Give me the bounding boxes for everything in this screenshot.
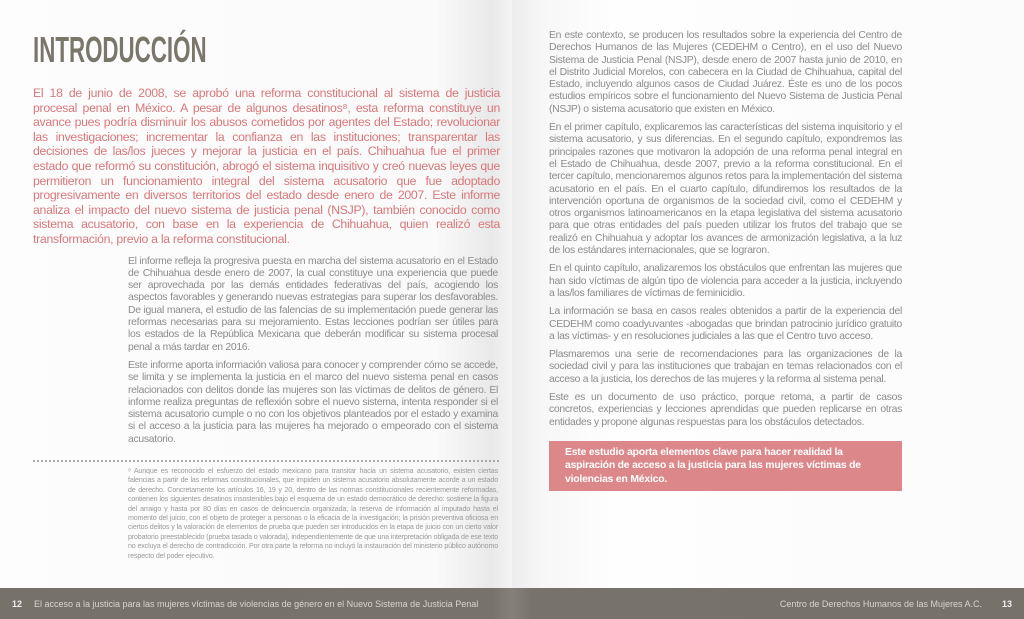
body-paragraph: Este informe aporta información valiosa para conocer y comprender cómo se accede, se limita y se implementa la justicia en el marco del nuevo sistema penal en casos relacionados con delitos donde las mujeres son las víctimas de delitos de género. El informe realiza preguntas de reflexión sobre el nuevo sistema, intenta responder si el sistema acusatorio cumple o no con los objetivos planteados por el estado y examina si el acceso a la justicia para las mujeres ha mejorado o empeorado con el sistema acusatorio. [128,359,498,445]
body-paragraph: En el primer capítulo, explicaremos las características del sistema inquisitorio y el sistema acusatorio, y sus diferencias. En el segundo capítulo, expondremos las principales razones que motivaron la adopción de una reforma penal integral en el Estado de Chihuahua, desde 2007, previo a la reforma constitucional. En el tercer capítulo, mencionaremos algunos retos para la implementación del sistema acusatorio en el país. En el cuarto capítulo, difundiremos los resultados de la intervención oportuna de organismos de la sociedad civil, como el CEDEHM y otros organismos latinoamericanos en la etapa legislativa del sistema acusatorio para que otras entidades del país pueden utilizar los frutos del trabajo que se realizó en Chihuahua y adoptar los avances de armonización legislativa, a la luz de los estándares internacionales, que se lograron. [549,122,902,257]
right-running-title: Centro de Derechos Humanos de las Mujeres A.C. [779,599,982,609]
intro-paragraph: El 18 de junio de 2008, se aprobó una reforma constitucional al sistema de justicia procesal penal en México. A pesar de algunos desatinos⁸, esta reforma constituye un avance pues podría disminuir los abusos cometidos por agentes del Estado; revolucionar las investigaciones; incrementar la confianza en las instituciones; transparentar las decisiones de las/los jueces y mejorar la justicia en el país. Chihuahua fue el primer estado que reformó su constitución, abrogó el sistema inquisitivo y creó nuevas leyes que permitieron un funcionamiento integral del sistema acusatorio que fue adoptado progresivamente en diversos territorios del estado desde enero de 2007. Este informe analiza el impacto del nuevo sistema de justicia penal (NSJP), también conocido como sistema acusatorio, con base en la experiencia de Chihuahua, quien realizó esta transformación, previo a la reforma constitucional. [33,86,500,246]
body-paragraph: En este contexto, se producen los resultados sobre la experiencia del Centro de Derechos Humanos de las Mujeres (CEDEHM o Centro), en el uso del Nuevo Sistema de Justicia Penal (NSJP), desde enero de 2007 hasta junio de 2010, en el Distrito Judicial Morelos, con cabecera en la Ciudad de Chihuahua, capital del Estado, incluyendo algunos casos de Ciudad Juárez. Éste es uno de los pocos estudios empíricos sobre el funcionamiento del Nuevo Sistema de Justicia Penal (NSJP) o sistema acusatorio que existen en México. [549,30,902,115]
page-title: INTRODUCCIÓN [33,29,207,70]
right-body [549,30,902,429]
left-content [33,86,500,561]
footnote: ⁸ Aunque es reconocido el esfuerzo del estado mexicano para transitar hacia un sistema acusatorio, existen ciertas falencias a partir de las reformas constitucionales, que impiden un sistema acusatorio absolutamente acorde a un estado de derecho. Concretamente los artículos 16, 19 y 20, dentro de las normas constitucionales recientemente reformadas, contienen los siguientes desatinos insostenibles bajo el esquema de un estado democrático de derecho: sostiene la figura del arraigo y hasta por 80 días en casos de delincuencia organizada; la reserva de información al imputado hasta el momento del juicio, con el objeto de proteger a personas o la eficacia de la investigación; la prisión preventiva oficiosa en ciertos delitos y la valoración de elementos de prueba que pueden ser introducidos en la etapa de juicio con un cierto valor probatorio preestablecido (prueba tasada o valorada), independientemente de que una interpretación obligada de ese texto no excluya el derecho de contradicción. Por otra parte la reforma no incluyó la instauración del ministerio público autónomo respecto del poder ejecutivo. [128,466,498,560]
callout-box: Este estudio aporta elementos clave para hacer realidad la aspiración de acceso a la justicia para las mujeres víctimas de violencias en México. [549,441,902,492]
body-paragraph: Este es un documento de uso práctico, porque retoma, a partir de casos concretos, experiencias y lecciones aprendidas que pueden replicarse en otras entidades y propone algunas respuestas para los obstáculos detectados. [549,392,902,428]
left-body [128,256,498,452]
right-content [549,30,902,491]
footer-bar [0,588,1024,619]
left-page-number: 12 [12,599,23,609]
body-paragraph: La información se basa en casos reales obtenidos a partir de la experiencia del CEDEHM como coadyuvantes -abogadas que brindan patrocinio jurídico gratuito a las víctimas- y en resoluciones judiciales a las que el Centro tuvo acceso. [549,306,902,342]
footnote-divider [33,460,499,462]
body-paragraph: En el quinto capítulo, analizaremos los obstáculos que enfrentan las mujeres que han sido víctimas de algún tipo de violencia para acceder a la justicia, incluyendo a las/los familiares de víctimas de feminicidio. [549,263,902,299]
left-running-title: El acceso a la justicia para las mujeres víctimas de violencias de género en el Nuevo Sistema de Justicia Penal [34,599,479,609]
body-paragraph: El informe refleja la progresiva puesta en marcha del sistema acusatorio en el Estado de Chihuahua desde enero de 2007, la cual constituye una experiencia que puede ser aprovechada por las demás entidades federativas del país, acogiendo los aspectos favorables y generando nuevas estrategias para superar los desfavorables. De igual manera, el estudio de las falencias de su implementación puede generar las reformas necesarias para su mejoramiento. Estas lecciones podrían ser útiles para los estados de la República Mexicana que deberán modificar su sistema procesal penal a más tardar en 2016. [128,255,498,353]
body-paragraph: Plasmaremos una serie de recomendaciones para las organizaciones de la sociedad civil y para las instituciones que trabajan en temas relacionados con el acceso a la justicia, los derechos de las mujeres y la reforma al sistema penal. [549,349,902,385]
right-page [512,0,1024,619]
right-page-number: 13 [1001,599,1012,609]
